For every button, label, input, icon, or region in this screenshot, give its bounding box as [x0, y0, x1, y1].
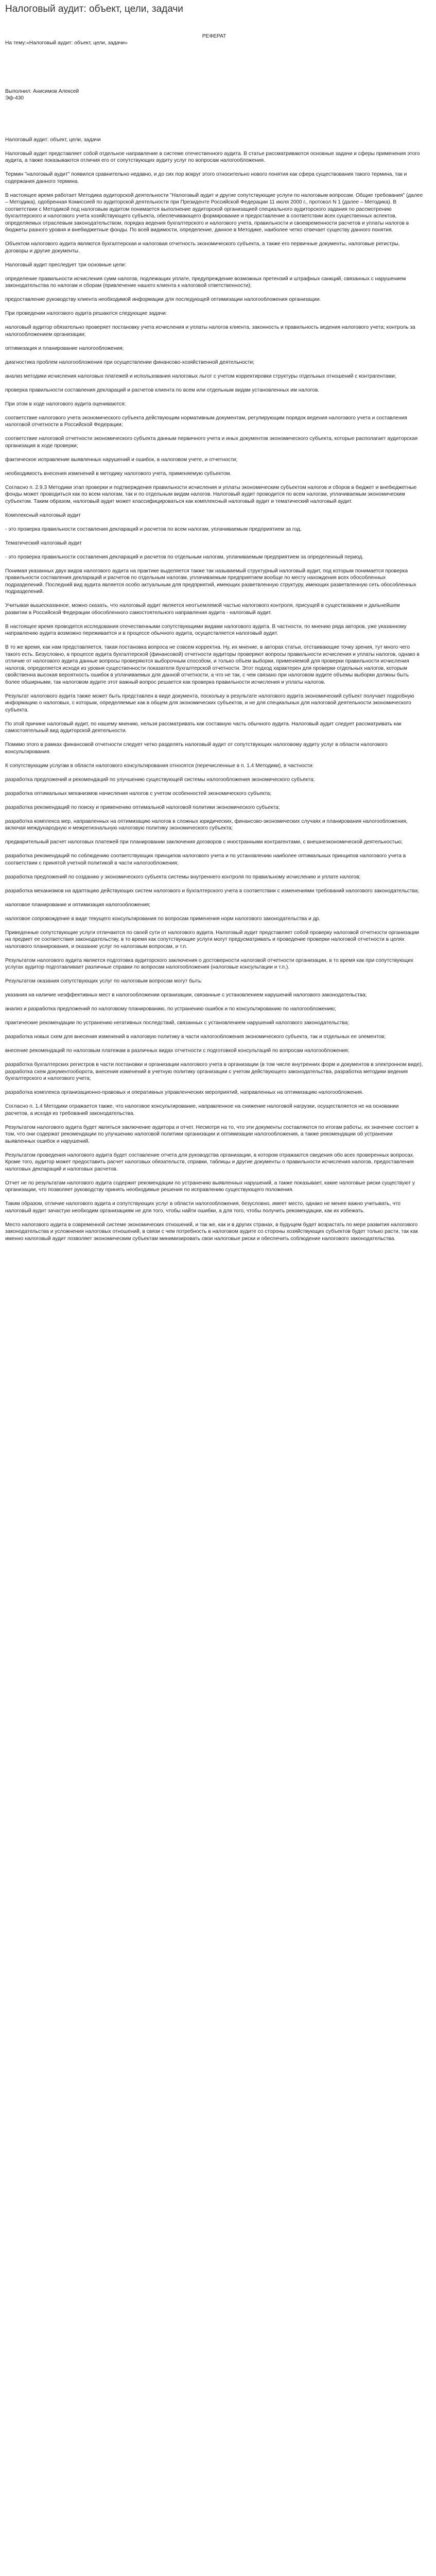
paragraph-gap [5, 547, 423, 554]
body-paragraph: Согласно п. 1.4 Методики отражается также, что налоговое консультирование, направленное на снижение налоговой нагрузки, осуществляется не на основании расчетов, а исходя из требований законодательства. [5, 1104, 399, 1116]
body-paragraph: Понимая указанных двух видов налогового аудита на практике выделяется также так называемый структурный налоговый аудит, под которым понимается проверка правильности составления деклараций и расчетов по отдельным налогам, уплачиваемым предприятием вообще по месту нахождения всех обособленных подразделений. Последний вид аудита является особо актуальным для предприятий, имеющих разветвленную структуру, имеющих разветвленную сеть обособленных подразделений. [5, 568, 416, 595]
body-paragraph: К сопутствующим услугам в области налогового консультирования относятся (перечисленные в п. 1.4 Методики), в частности: [5, 762, 314, 769]
body-paragraph: диагностика проблем налогообложения при осуществлении финансово-хозяйственной деятельности; [5, 359, 255, 365]
body-paragraph: оптимизация и планирование налогообложения; [5, 345, 124, 351]
body-paragraph: внесение рекомендаций по налоговым платежам в различных видах отчетности с подготовкой консультаций по вопросам налогообложения; [5, 1048, 350, 1054]
body-paragraph: определение правильности исчисления сумм налогов, подлежащих уплате, предупреждение возможных претензий и штрафных санкций, связанных с нарушением законодательства по налогам и сборам (привлечение нашего клиента к налоговой ответственности); [5, 276, 406, 289]
paragraph-gap [5, 477, 423, 484]
body-paragraph: При проведении налогового аудита решаются следующие задачи: [5, 311, 167, 316]
report-topic: На тему:«Налоговый аудит: объект, цели, задачи» [5, 40, 128, 46]
body-paragraph: Результат налогового аудита также может быть представлен в виде документа, поскольку в результате налогового аудита экономический субъект получает подробную информацию о налоговых, с которым, определяемые как в общем для экономических субъектов, и не для специальных для налоговой деятельности экономического субъекта. [5, 693, 414, 713]
paragraph-gap [5, 755, 423, 762]
paragraph-gap [5, 616, 423, 623]
body-paragraph: - это проверка правильности составления деклараций и расчетов по всем налогам, уплачиваемым предприятием за год. [5, 526, 302, 532]
body-paragraphs [5, 150, 423, 1249]
body-paragraph: Приведенные сопутствующие услуги отличаются по своей сути от налогового аудита. Налоговый аудит представляет собой проверку налоговой отчетности организации на предмет ее соответствия законодательству, в то время как сопутствующие услуги могут предусматривать и проведение проверки налоговой отчетности в целях налогового планирования, и оказание услуг по налоговым вопросам, и т.п. [5, 929, 419, 950]
paragraph-gap [5, 505, 423, 512]
body-paragraph: Результатом налогового аудита будет являться заключение аудитора и отчет. Несмотря на то, что эти документы составляются по итогам работы, их значение состоит в том, что они содержат рекомендации по улучшению налоговой политики организации и оптимизации налогообложения, а также рекомендации об устранении выявленных ошибок и нарушений. [5, 1124, 418, 1144]
page [0, 0, 427, 1260]
paragraph-gap [5, 380, 423, 387]
body-paragraph: соответствие налоговой отчетности экономического субъекта данным первичного учета и иных документов экономического субъекта, которые располагает аудиторская организация в ходе проверки; [5, 436, 418, 449]
body-paragraph: Тематический налоговый аудит [5, 540, 82, 546]
body-paragraph: Налоговый аудит преследует три основные цели: [5, 262, 126, 268]
body-paragraph: необходимость внесения изменений в методику налогового учета, применяемую субъектом. [5, 470, 232, 477]
body-paragraph: практические рекомендации по устранению негативных последствий, связанных с установлением нарушений налогового законодательства; [5, 1020, 350, 1026]
paragraph-gap [5, 894, 423, 902]
paragraph-gap [5, 867, 423, 874]
body-paragraph: анализ методики исчисления налоговых платежей и использования налоговых льгот с учетом корректировки структуры отдельных отношений с контрагентами; [5, 373, 396, 379]
paragraph-gap [5, 366, 423, 373]
body-paragraph: Место налогового аудита в современной системе экономических отношений, и так же, как и в других странах, в будущем будет возрастать по мере развития налогового законодательства и усложнения налоговых отношений, в связи с чем потребность в налоговом аудите со стороны хозяйствующих субъектов будет только расти, так как именно налоговый аудит позволяет экономическим субъектам минимизировать свои налоговые риски и обеспечить соблюдение налогового законодательства. [5, 1222, 418, 1242]
body-paragraph: налоговое планирование и оптимизация налогообложения; [5, 902, 151, 908]
paragraph-gap [5, 408, 423, 415]
page-title: Налоговый аудит: объект, цели, задачи [5, 4, 183, 14]
report-header [5, 26, 423, 123]
paragraph-gap [5, 1096, 423, 1104]
paragraph-gap [5, 735, 423, 742]
paragraph-gap [5, 971, 423, 978]
paragraph-gap [5, 950, 423, 957]
body-paragraph: При этом в ходе налогового аудита оцениваются: [5, 401, 126, 407]
body-paragraph: Налоговый аудит представляет собой отдельное направление в системе отечественного аудита. В статье рассматриваются основные задачи и сферы применения этого аудита, а также показываются отличия его от сопутствующих аудиту услуг по вопросам налогообложения. [5, 150, 420, 163]
paragraph-gap [5, 317, 423, 325]
body-paragraph: В настоящее время проводятся исследования отечественными сопутствующими видами налогового аудита. В частности, по мнению ряда авторов, уже указанному направлению аудита возможно переживается и в процессе обычного аудита, осуществляется налоговый аудит. [5, 623, 407, 636]
body-paragraph: предварительный расчет налоговых платежей при планировании заключения договоров с иностранными контрагентами, с внешнеэкономической деятельностью; [5, 839, 403, 845]
paragraph-gap [5, 797, 423, 804]
paragraph-gap [5, 303, 423, 311]
body-paragraph: В то же время, как нам представляется, такая постановка вопроса не совсем корректна. Ну, их мнение, в авторах статьи, отстаивающие точку зрения, тут много чего такого есть. Безусловно, в процессе аудита бухгалтерской (финансовой) отчетности аудиторы проверяют вопросы правильности исчисления и уплаты налогов, однако в отличие от налогового аудита данные вопросы проверяются выборочным способом, и только объем выборки, применяемой для проверки правильности исчисления налогов, определяется исходя из уровня существенности показателя бухгалтерской отчетности. Этот подход характерен для проверки отдельных налогов, которым свойственна высокая вероятность ошибок в уплачиваемых для данной отчетности, а что не так, с чем связано при налоговом аудите объемы выборки должны быть более обширными, так налоговом аудите этот важный вопрос решается как проверка правильности исчисления и уплаты налогов. [5, 645, 420, 685]
body-paragraph: Результатом проведения налогового аудита будет составление отчета для руководства организации, в котором отражаются сведения обо всех проверенных вопросах. Кроме того, аудитор может предоставить расчет налоговых обязательств, справки, таблицы и другие документы о правильности исчисления налогов, предоставления налоговых деклараций и налоговых расчетов. [5, 1152, 414, 1172]
paragraph-gap [5, 561, 423, 568]
paragraph-gap [5, 185, 423, 192]
paragraph-gap [5, 832, 423, 839]
body-paragraph: разработка предложений по созданию у экономического субъекта системы внутреннего контроля по правильному исчислению и уплате налогов; [5, 874, 361, 880]
paragraph-gap [5, 783, 423, 790]
body-paragraph: проверка правильности составления деклараций и расчетов клиента по всем или отдельным видам установленных им налогов. [5, 387, 320, 393]
body-paragraph: анализ и разработка предложений по налоговому планированию, по устранению ошибок и по консультированию по налогообложению; [5, 1006, 336, 1012]
body-paragraph: разработка комплекса организационно-правовых и оперативных управленческих мероприятий, направленных на оптимизацию налогообложения. [5, 1090, 363, 1095]
paragraph-gap [5, 686, 423, 693]
body-paragraph: разработка предложений и рекомендаций по улучшению существующей системы налогообложения экономического субъекта; [5, 776, 315, 783]
paragraph-gap [5, 1041, 423, 1048]
paragraph-gap [5, 449, 423, 456]
paragraph-gap [5, 985, 423, 992]
paragraph-gap [5, 1082, 423, 1090]
body-paragraph: разработка новых схем для внесения изменений в налоговую политику в части налогообложения экономического субъекта, так и отдельных ее элементов; [5, 1034, 386, 1040]
paragraph-gap [5, 1173, 423, 1180]
body-paragraph: Термин "налоговый аудит" появился сравнительно недавно, и до сих пор вокруг этого относительно нового понятия как сфера существования такого термина, так и содержания данного термина. [5, 172, 407, 184]
paragraph-gap [5, 880, 423, 888]
report-group: Эф-430 [5, 95, 24, 101]
body-paragraph: разработка комплекса мер, направленных на оптимизацию налогов в сложных юридических, финансово-экономических случаях и планирования налогообложения, включая международную и межрегиональную налоговую политику экономического субъекта; [5, 818, 408, 831]
paragraph-gap [5, 1013, 423, 1020]
paragraph-gap [5, 846, 423, 853]
paragraph-gap [5, 394, 423, 401]
body-paragraph: налоговый аудитор обязательно проверяет постановку учета исчисления и уплаты налогов клиента, законность и правильность ведения налогового учета; контроль за налогообложением организации; [5, 325, 415, 337]
paragraph-gap [5, 714, 423, 721]
body-paragraph: Объектом налогового аудита являются бухгалтерская и налоговая отчетность экономического субъекта, а также его первичные документы, налоговые регистры, договоры и другие документы. [5, 241, 400, 254]
paragraph-gap [5, 290, 423, 297]
paragraph-gap [5, 908, 423, 916]
body-paragraph: налоговое сопровождение в виде текущего консультирования по вопросам применения норм налогового законодательства и др. [5, 916, 321, 922]
paragraph-gap [5, 1214, 423, 1222]
paragraph-gap [5, 596, 423, 603]
body-heading: Налоговый аудит: объект, цели, задачи [5, 137, 101, 143]
paragraph-gap [5, 1027, 423, 1034]
body-paragraph: Комплексный налоговый аудит [5, 512, 81, 518]
paragraph-gap [5, 1055, 423, 1062]
body-paragraph: разработка рекомендаций по соблюдению соответствующих принципов налогового учета и по установлению наиболее оптимальных принципов налогового учета в соответствии с принятой учетной политикой в части налогообложения; [5, 853, 406, 866]
body-paragraph: фактическое исправление выявленных нарушений и ошибок, в налоговом учете, и отчетности; [5, 456, 238, 463]
paragraph-gap [5, 1145, 423, 1152]
body-paragraph: Таким образом, отличие налогового аудита и сопутствующих услуг в области налогообложения, безусловно, имеет место, однако не менее важно учитывать, что налоговый аудит зачастую необходим организациям не для того, чтобы найти ошибки, а для того, чтобы получить рекомендации, как их избежать. [5, 1201, 400, 1214]
body-paragraph: Учитывая вышесказанное, можно сказать, что налоговый аудит является неотъемлемой частью налогового контроля, присущей в существовании и дальнейшем развитии в Российской Федерации обособленного самостоятельного направления аудита - налоговый аудит. [5, 603, 400, 616]
body-paragraph: разработка рекомендаций по поиску и применению оптимальной налоговой политики экономического субъекта; [5, 804, 280, 810]
paragraph-gap [5, 463, 423, 470]
paragraph-gap [5, 1194, 423, 1201]
paragraph-gap [5, 811, 423, 818]
report-author: Выполнил: Анисимов Алексей [5, 88, 79, 94]
paragraph-gap [5, 999, 423, 1006]
paragraph-gap [5, 769, 423, 776]
body-paragraph: Согласно п. 2.9.3 Методики этап проверки и подтверждения правильности исчисления и уплаты экономическим субъектом налогов и сборов в бюджет и внебюджетные фонды может проводиться как по всем налогам, так и по отдельным видам налогов. Налоговый аудит проводится по всем налогам, уплачиваемым экономическим субъектом. Таким образом, налоговый аудит может классифицироваться как комплексный налоговый аудит и тематический налоговый аудит. [5, 484, 417, 504]
paragraph-gap [5, 352, 423, 359]
body-paragraph: разработка бухгалтерских регистров в части постановки и организации налогового учета в организации (в том числе внутренних форм и документов в электронном виде), разработка схем документооборота, внесения изменений в учетную политику организации с учетом действующего законодательства, разработка методики ведения бухгалтерского и налогового учета; [5, 1062, 423, 1081]
body-paragraph: разработка механизмов на адаптацию действующих систем налогового и бухгалтерского учета в соответствии с изменениями требований налогового законодательства; [5, 888, 420, 894]
body-paragraph: Результатом оказания сопутствующих услуг по налоговым вопросам могут быть: [5, 978, 203, 984]
body-paragraph: предоставление руководству клиента необходимой информации для последующей оптимизации налогообложения организации. [5, 297, 321, 302]
body-paragraph: Результатом налогового аудита является подготовка аудиторского заключения о достоверности налоговой отчетности организации, в то время как при сопутствующих услугах аудитор подготавливает различные справки по вопросам налогообложения (налоговые консультации и т.п.). [5, 957, 413, 970]
body-paragraph: Отчет не по результатам налогового аудита содержит рекомендации по устранению выявленных нарушений, а также показывает, какие налоговые риски существуют у организации, что позволяет руководству принять необходимые решения по исправлению существующего положения. [5, 1180, 415, 1193]
report-kind: РЕФЕРАТ [202, 33, 226, 39]
paragraph-gap [5, 268, 423, 276]
paragraph-gap [5, 1117, 423, 1124]
paragraph-gap [5, 234, 423, 241]
paragraph-gap [5, 164, 423, 172]
paragraph-gap [5, 338, 423, 345]
body-paragraph: Помимо этого в рамках финансовой отчетности следует четко разделять налоговый аудит от сопутствующих налоговому аудиту услуг в области налогового консультирования. [5, 742, 388, 755]
body-paragraph: - это проверка правильности составления деклараций и расчетов по отдельным налогам, уплачиваемым предприятием за определенный период. [5, 554, 364, 560]
paragraph-gap [5, 429, 423, 436]
paragraph-gap [5, 637, 423, 645]
paragraph-gap [5, 519, 423, 526]
paragraph-gap [5, 922, 423, 929]
body-paragraph: По этой причине налоговый аудит, по нашему мнению, нельзя рассматривать как составную часть обычного аудита. Налоговый аудит следует рассматривать как самостоятельный вид аудиторской деятельности. [5, 721, 402, 734]
body-paragraph: соответствие налогового учета экономического субъекта действующим нормативным документам, регулирующим порядок ведения налогового учета и составления налоговой отчетности в Российской Федерации; [5, 415, 407, 428]
report-body [5, 137, 423, 1249]
paragraph-gap [5, 255, 423, 262]
paragraph-gap [5, 1242, 423, 1249]
paragraph-gap [5, 533, 423, 540]
body-paragraph: В настоящее время работает Методика аудиторской деятельности "Налоговый аудит и другие сопутствующие услуги по налоговым вопросам. Общие требования" (далее – Методика), одобренная Комиссией по аудиторской деятельности при Президенте Российской Федерации 11 июля 2000 г., протокол N 1 (далее – Методика). В соответствии с Методикой под налоговым аудитом понимается выполнение аудиторской организацией специального аудиторского задания по рассмотрению бухгалтерского и налогового учета хозяйствующего субъекта, обеспечивающего формирование и предоставление в соответствии всех существенных аспектов, определяемых отраслевым законодательством, порядка ведения бухгалтерского и налогового учета, правильности и своевременности расчетов и уплаты налогов в бюджеты разного уровня и внебюджетные фонды. По всей видимости, определение, данное в Методике, наиболее четко отвечает существу данного понятия. [5, 192, 423, 233]
body-paragraph: указания на наличие неэффективных мест в налогообложении организации, связанные с установлением нарушений налогового законодательства; [5, 992, 367, 998]
body-paragraph: разработка оптимальных механизмов начисления налогов с учетом особенностей экономического субъекта; [5, 790, 272, 796]
